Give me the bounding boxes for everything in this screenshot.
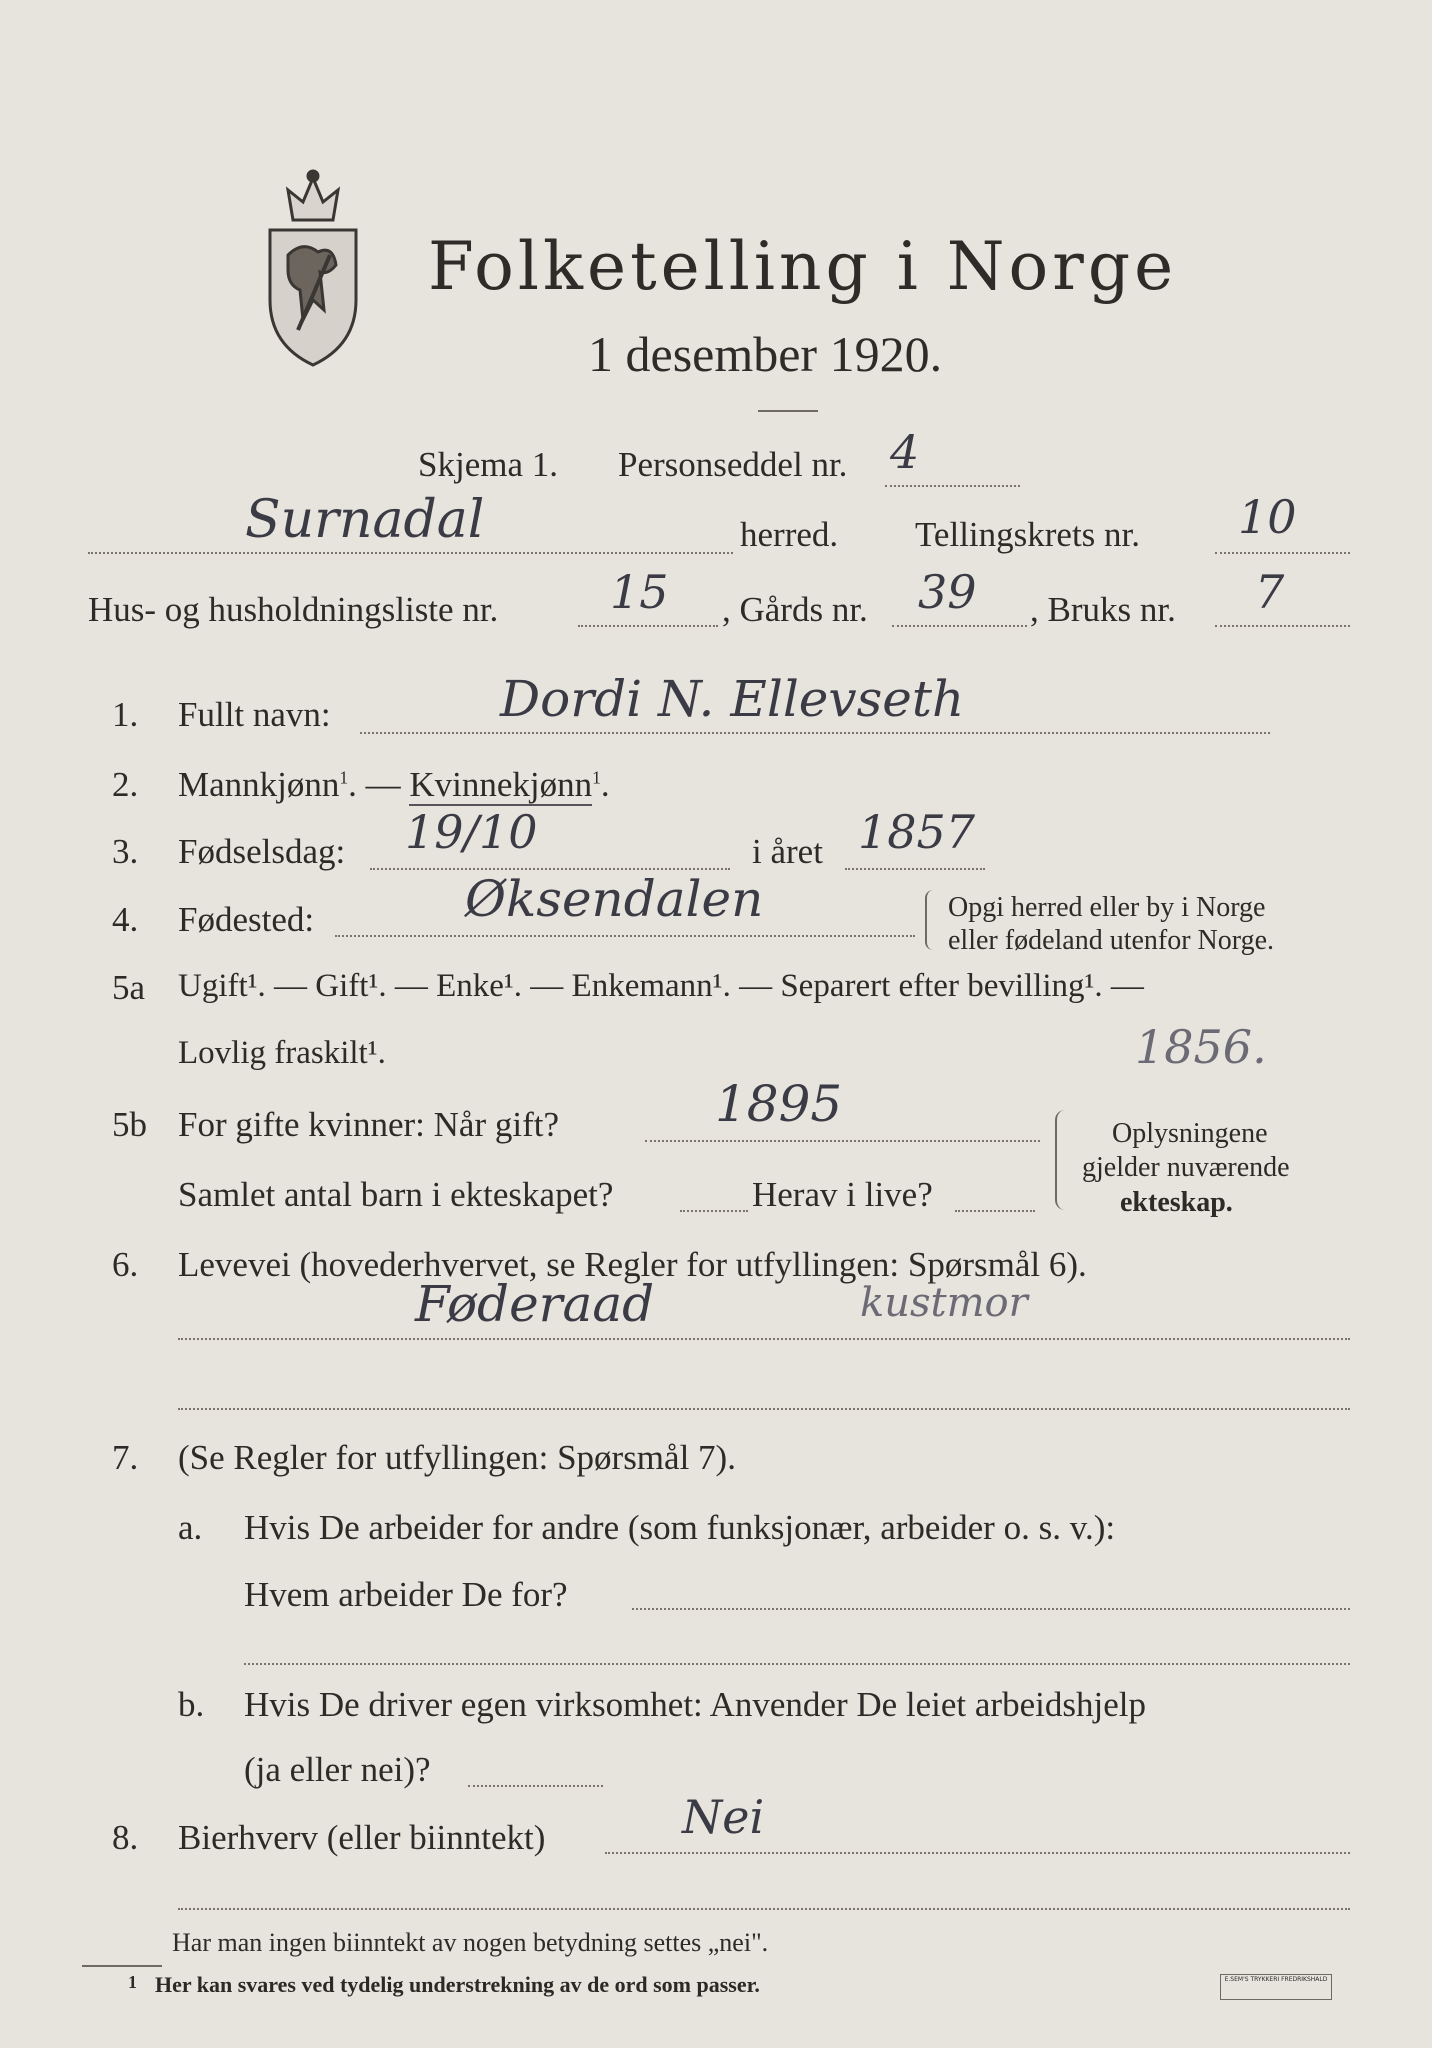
tellingskrets-value[interactable]: 10 <box>1238 490 1297 544</box>
q7a-letter: a. <box>178 1508 203 1547</box>
q7-label: (Se Regler for utfyllingen: Spørsmål 7). <box>178 1438 736 1477</box>
tellingskrets-label: Tellingskrets nr. <box>915 515 1141 554</box>
q6-label: Levevei (hovederhvervet, se Regler for utfyllingen: Spørsmål 6). <box>178 1245 1087 1284</box>
q5b-note-bracket <box>1055 1110 1073 1210</box>
norwegian-coat-of-arms-icon <box>258 160 368 370</box>
option-kvinnekjonn[interactable]: Kvinnekjønn <box>409 765 593 804</box>
q4-note-bracket <box>925 890 941 950</box>
q1-label: Fullt navn: <box>178 695 331 734</box>
q3-number: 3. <box>112 832 139 871</box>
q7-number: 7. <box>112 1438 139 1477</box>
q2-gender-options: Mannkjønn$^1$. — Kvinnekjønn$^1$. <box>178 765 610 804</box>
q6-number: 6. <box>112 1245 139 1284</box>
tellingskrets-field-line <box>1215 552 1350 554</box>
birthplace-value[interactable]: Øksendalen <box>465 870 764 928</box>
q5b-note-line3: ekteskap. <box>1120 1187 1233 1218</box>
bruks-label: , Bruks nr. <box>1030 590 1176 629</box>
side-income-value[interactable]: Nei <box>682 1790 765 1844</box>
birthday-value[interactable]: 19/10 <box>405 805 538 859</box>
personseddel-value[interactable]: 4 <box>890 425 920 479</box>
q5b-note-line1: Oplysningene <box>1112 1118 1268 1149</box>
q5b-alive-label: Herav i live? <box>752 1175 933 1214</box>
bruks-field-line <box>1215 625 1350 627</box>
census-date: 1 desember 1920. <box>588 326 943 382</box>
q7b-letter: b. <box>178 1685 205 1724</box>
q3-label: Fødselsdag: <box>178 832 346 871</box>
gards-value[interactable]: 39 <box>918 565 977 619</box>
herred-field-line <box>88 552 733 554</box>
q4-label: Fødested: <box>178 900 315 939</box>
q7b-line2: (ja eller nei)? <box>244 1750 431 1789</box>
q7a-field-line-2 <box>244 1663 1350 1665</box>
gards-field-line <box>892 625 1027 627</box>
q6-field-line-2 <box>178 1408 1350 1410</box>
q7a-line2: Hvem arbeider De for? <box>244 1575 568 1614</box>
footnote-text: Her kan svares ved tydelig understrekning av de ord som passer. <box>155 1972 760 1997</box>
q4-field-line <box>335 935 915 937</box>
schema-label: Skjema 1. <box>418 445 558 484</box>
option-mannkjonn[interactable]: Mannkjønn <box>178 765 340 804</box>
footer-note: Har man ingen biinntekt av nogen betydning settes „nei". <box>172 1928 769 1957</box>
bruks-value[interactable]: 7 <box>1255 565 1285 619</box>
q4-note-line1: Opgi herred eller by i Norge <box>948 892 1266 923</box>
herred-label: herred. <box>740 515 839 554</box>
margin-note: 1856. <box>1135 1020 1267 1074</box>
q7b-line1: Hvis De driver egen virksomhet: Anvender De leiet arbeidshjelp <box>244 1685 1146 1724</box>
q7a-line1: Hvis De arbeider for andre (som funksjonær, arbeider o. s. v.): <box>244 1508 1116 1547</box>
birth-year-value[interactable]: 1857 <box>858 805 976 859</box>
q5a-number: 5a <box>112 968 146 1007</box>
husholdningsliste-field-line <box>578 625 718 627</box>
q1-number: 1. <box>112 695 139 734</box>
q6-field-line-1 <box>178 1338 1350 1340</box>
q5b-alive-field-line <box>955 1210 1035 1212</box>
q5b-married-field-line <box>645 1140 1040 1142</box>
q7b-field-line <box>468 1785 603 1787</box>
occupation-value[interactable]: Føderaad <box>415 1275 655 1333</box>
personseddel-field-line <box>885 485 1020 487</box>
q2-number: 2. <box>112 765 139 804</box>
q8-field-line-1 <box>605 1852 1350 1854</box>
q4-note-line2: eller fødeland utenfor Norge. <box>948 925 1275 956</box>
marriage-year-value[interactable]: 1895 <box>715 1075 843 1133</box>
footnote-divider <box>82 1965 162 1967</box>
form-title: Folketelling i Norge <box>428 228 1178 305</box>
marital-status-options[interactable]: Ugift¹. — Gift¹. — Enke¹. — Enkemann¹. — Separert efter bevilling¹. — <box>178 968 1144 1004</box>
footnote-number: 1 <box>128 1972 137 1992</box>
title-divider <box>758 410 818 412</box>
full-name-value[interactable]: Dordi N. Ellevseth <box>500 670 965 728</box>
marital-status-options-2[interactable]: Lovlig fraskilt¹. <box>178 1035 386 1071</box>
q3-year-field-line <box>845 868 985 870</box>
q5b-note-line2: gjelder nuværende <box>1082 1152 1290 1183</box>
q8-label: Bierhverv (eller biinntekt) <box>178 1818 546 1857</box>
printer-stamp: E.SEM'S TRYKKERI FREDRIKSHALD <box>1220 1974 1332 2000</box>
q4-number: 4. <box>112 900 139 939</box>
q7a-field-line-1 <box>632 1608 1350 1610</box>
occupation-value-2[interactable]: kustmor <box>860 1280 1028 1326</box>
herred-value[interactable]: Surnadal <box>245 490 485 550</box>
husholdningsliste-value[interactable]: 15 <box>610 565 669 619</box>
q8-field-line-2 <box>178 1908 1350 1910</box>
q8-number: 8. <box>112 1818 139 1857</box>
q5b-number: 5b <box>112 1105 147 1144</box>
q5b-children-field-line <box>680 1210 748 1212</box>
gards-label: , Gårds nr. <box>722 590 868 629</box>
q5b-children-label: Samlet antal barn i ekteskapet? <box>178 1175 614 1214</box>
q5b-married-label: For gifte kvinner: Når gift? <box>178 1105 560 1144</box>
q1-field-line <box>360 732 1270 734</box>
q3-year-label: i året <box>752 832 823 871</box>
personseddel-label: Personseddel nr. <box>618 445 848 484</box>
husholdningsliste-label: Hus- og husholdningsliste nr. <box>88 590 499 629</box>
